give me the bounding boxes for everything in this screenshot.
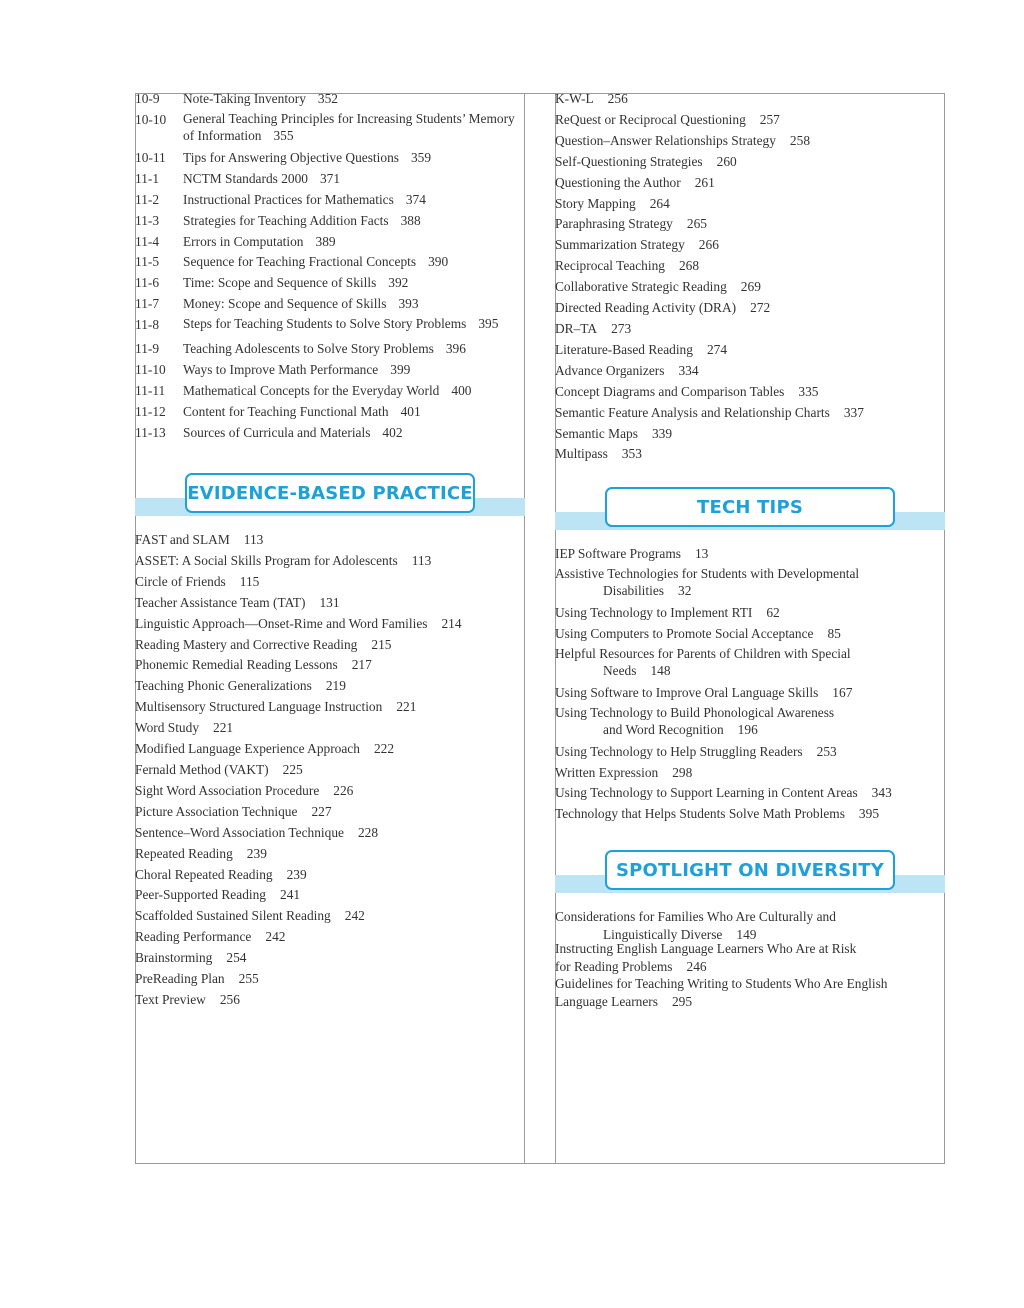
- entry-page: 62: [766, 604, 780, 620]
- list-entry: [555, 152, 945, 173]
- entry-title: Written Expression: [555, 764, 659, 780]
- entry-title: Story Mapping: [555, 195, 636, 211]
- numbered-entry: [135, 402, 525, 423]
- list-entry: [555, 214, 945, 235]
- entry-title: Summarization Strategy: [555, 237, 685, 253]
- entry-page: 343: [871, 785, 892, 801]
- entry-number: 11-8: [135, 317, 160, 333]
- entry-title: DR–TA: [555, 320, 598, 336]
- entry-title: Fernald Method (VAKT): [135, 761, 269, 777]
- entry-title: Semantic Feature Analysis and Relationship Charts: [555, 404, 830, 420]
- entry-title: Using Technology to Support Learning in Content Areas: [555, 785, 858, 801]
- tech-tip-entry: [555, 704, 945, 739]
- entry-title: Reciprocal Teaching: [555, 258, 665, 274]
- entry-text-wrap: [183, 110, 525, 145]
- list-entry: [555, 403, 945, 424]
- entry-page: 241: [280, 887, 301, 903]
- entry-page: 167: [832, 684, 853, 700]
- entry-page: 239: [286, 866, 307, 882]
- entry-number: 11-11: [135, 382, 166, 398]
- diversity-entry: [555, 975, 945, 1010]
- entry-title: Scaffolded Sustained Silent Reading: [135, 908, 331, 924]
- tech-tips-list: [555, 544, 945, 825]
- entry-page: 395: [478, 316, 499, 332]
- list-entry: [555, 340, 945, 361]
- numbered-entry: [135, 360, 525, 381]
- entry-page: 396: [445, 341, 466, 357]
- entry-page: 261: [694, 174, 715, 190]
- list-entry: [135, 572, 525, 593]
- entry-title: Modified Language Experience Approach: [135, 741, 360, 757]
- tech-tip-entry: [555, 565, 945, 600]
- entry-title: Picture Association Technique: [135, 803, 298, 819]
- entry-page: 221: [213, 720, 234, 736]
- gutter-top-rule: [525, 93, 555, 94]
- entry-page: 393: [398, 296, 419, 312]
- list-entry: [135, 802, 525, 823]
- numbered-entry: [135, 273, 525, 294]
- tech-tip-entry: [555, 783, 945, 804]
- entry-title: Using Computers to Promote Social Acceptance: [555, 625, 814, 641]
- entry-text-wrap: [183, 294, 525, 315]
- entry-title: Literature-Based Reading: [555, 341, 693, 357]
- entry-page: 401: [400, 403, 421, 419]
- entry-text-wrap: [183, 190, 525, 211]
- entry-page: 335: [798, 383, 819, 399]
- diversity-entry: [555, 940, 945, 975]
- entry-title: General Teaching Principles for Increasing Students’ Memory of Information: [183, 110, 515, 144]
- list-entry: [555, 444, 945, 465]
- entry-text-wrap: [183, 169, 525, 190]
- entry-title: Tips for Answering Objective Questions: [183, 149, 399, 165]
- entry-number: 10-11: [135, 149, 166, 165]
- entry-text-wrap: [183, 360, 525, 381]
- entry-number: 11-10: [135, 361, 166, 377]
- section-title: EVIDENCE-BASED PRACTICE: [185, 473, 475, 513]
- entry-title: Technology that Helps Students Solve Math Problems: [555, 806, 845, 822]
- entry-page: 246: [686, 958, 707, 974]
- entry-page: 359: [410, 149, 432, 165]
- entry-page: 149: [736, 926, 757, 942]
- entry-page: 339: [651, 425, 673, 441]
- entry-title: Teaching Phonic Generalizations: [135, 678, 312, 694]
- entry-title: Linguistic Approach—Onset-Rime and Word Families: [135, 615, 428, 631]
- entry-title: Money: Scope and Sequence of Skills: [183, 296, 387, 312]
- entry-line: [555, 940, 945, 958]
- entry-title: Questioning the Author: [555, 174, 681, 190]
- list-entry: [135, 781, 525, 802]
- entry-line: [555, 958, 945, 976]
- tech-tip-entry: [555, 763, 945, 784]
- entry-page: 227: [311, 803, 332, 819]
- entry-title: Helpful Resources for Parents of Children with Special: [555, 645, 851, 661]
- evidence-based-practice-header: [135, 473, 525, 515]
- list-entry: [555, 89, 945, 110]
- entry-page: 255: [238, 971, 259, 987]
- section-title: SPOTLIGHT ON DIVERSITY: [605, 850, 895, 890]
- entry-line: [555, 662, 945, 680]
- entry-page: 219: [325, 678, 346, 694]
- entry-page: 214: [441, 615, 462, 631]
- entry-page: 337: [843, 404, 864, 420]
- entry-page: 298: [672, 764, 693, 780]
- gutter-bottom-rule: [525, 1163, 555, 1164]
- entry-number: 11-9: [135, 341, 160, 357]
- entry-page: 274: [706, 341, 728, 357]
- entry-title: Instructional Practices for Mathematics: [183, 191, 394, 207]
- entry-number: 11-5: [135, 254, 160, 270]
- list-entry: [135, 948, 525, 969]
- entry-page: 265: [686, 216, 707, 232]
- entry-title: Sources of Curricula and Materials: [183, 424, 371, 440]
- entry-page: 113: [411, 552, 432, 568]
- entry-page: 399: [390, 361, 411, 377]
- numbered-entry: [135, 252, 525, 273]
- entry-title-continued: and Word Recognition: [603, 722, 724, 738]
- entry-title: NCTM Standards 2000: [183, 170, 308, 186]
- numbered-entry: [135, 148, 525, 169]
- entry-title: Peer-Supported Reading: [135, 887, 267, 903]
- entry-title: Teacher Assistance Team (TAT): [135, 594, 306, 610]
- spotlight-on-diversity-list: [555, 908, 945, 1010]
- list-entry: [555, 131, 945, 152]
- list-entry: [135, 614, 525, 635]
- entry-title: Steps for Teaching Students to Solve Story Problems: [183, 316, 467, 332]
- entry-text-wrap: [183, 423, 525, 444]
- numbered-entry: [135, 381, 525, 402]
- entry-title: Semantic Maps: [555, 425, 638, 441]
- entry-title: ASSET: A Social Skills Program for Adolescents: [135, 552, 398, 568]
- entry-page: 196: [737, 722, 758, 738]
- entry-text-wrap: [183, 402, 525, 423]
- entry-title: Reading Mastery and Corrective Reading: [135, 636, 358, 652]
- list-entry: [555, 277, 945, 298]
- entry-title: Question–Answer Relationships Strategy: [555, 132, 776, 148]
- entry-page: 215: [371, 636, 392, 652]
- list-entry: [135, 635, 525, 656]
- list-entry: [135, 990, 525, 1011]
- entry-title: Circle of Friends: [135, 573, 226, 589]
- entry-number: 11-2: [135, 191, 160, 207]
- entry-page: 228: [357, 824, 379, 840]
- entry-title: Time: Scope and Sequence of Skills: [183, 275, 377, 291]
- entry-line: [555, 721, 945, 739]
- entry-number: 10-10: [135, 111, 167, 127]
- entry-page: 242: [344, 908, 365, 924]
- entry-line: [555, 582, 945, 600]
- entry-line: [555, 565, 945, 583]
- entry-title: K-W-L: [555, 91, 594, 106]
- list-entry: [135, 739, 525, 760]
- entry-page: 256: [219, 991, 240, 1007]
- entry-page: 355: [273, 128, 294, 144]
- numbered-entry: [135, 315, 525, 336]
- tech-tip-entry: [555, 624, 945, 645]
- entry-page: 266: [698, 237, 719, 253]
- entry-title: PreReading Plan: [135, 971, 225, 987]
- entry-title: Word Study: [135, 720, 200, 736]
- entry-number: 11-3: [135, 212, 160, 228]
- entry-page: 85: [827, 625, 841, 641]
- entry-line: [555, 908, 945, 926]
- tech-tip-entry: [555, 804, 945, 825]
- entry-page: 226: [333, 782, 354, 798]
- entry-page: 352: [317, 91, 338, 106]
- diversity-entry: [555, 908, 945, 943]
- entry-page: 269: [740, 279, 761, 295]
- numbered-feature-list: [135, 89, 525, 444]
- tech-tip-entry: [555, 742, 945, 763]
- entry-text-wrap: [183, 232, 525, 253]
- entry-page: 371: [319, 170, 341, 186]
- entry-number: 11-4: [135, 233, 160, 249]
- entry-title: Strategies for Teaching Addition Facts: [183, 212, 389, 228]
- entry-page: 256: [607, 91, 628, 106]
- entry-line: [555, 993, 945, 1011]
- numbered-entry: [135, 232, 525, 253]
- entry-page: 258: [789, 132, 811, 148]
- entry-title: Using Technology to Implement RTI: [555, 604, 753, 620]
- entry-page: 242: [265, 929, 286, 945]
- entry-line: [555, 645, 945, 663]
- entry-title: Concept Diagrams and Comparison Tables: [555, 383, 785, 399]
- tech-tip-entry: [555, 645, 945, 680]
- list-entry: [135, 718, 525, 739]
- entry-page: 221: [396, 699, 417, 715]
- entry-line: [555, 704, 945, 722]
- list-entry: [555, 110, 945, 131]
- entry-title-continued: Needs: [603, 663, 637, 679]
- entry-title: Phonemic Remedial Reading Lessons: [135, 657, 338, 673]
- entry-title: Teaching Adolescents to Solve Story Problems: [183, 341, 434, 357]
- entry-page: 402: [382, 424, 403, 440]
- list-entry: [555, 173, 945, 194]
- entry-title: Instructing English Language Learners Who Are at Risk: [555, 941, 857, 956]
- numbered-entry: [135, 169, 525, 190]
- entry-page: 395: [858, 806, 880, 822]
- entry-title: Choral Repeated Reading: [135, 866, 273, 882]
- numbered-entry: [135, 294, 525, 315]
- list-entry: [135, 655, 525, 676]
- tech-tip-entry: [555, 603, 945, 624]
- list-entry: [555, 424, 945, 445]
- list-entry: [135, 530, 525, 551]
- entry-title: Sentence–Word Association Technique: [135, 824, 344, 840]
- numbered-entry: [135, 339, 525, 360]
- entry-page: 148: [650, 663, 671, 679]
- entry-title-continued: for Reading Problems: [555, 958, 673, 974]
- entry-page: 353: [621, 446, 642, 462]
- entry-title: Advance Organizers: [555, 362, 665, 378]
- entry-page: 390: [428, 254, 449, 270]
- entry-number: 11-7: [135, 296, 160, 312]
- entry-page: 225: [282, 761, 303, 777]
- entry-title: Brainstorming: [135, 950, 213, 966]
- entry-page: 239: [246, 845, 267, 861]
- entry-number: 11-12: [135, 403, 166, 419]
- entry-page: 222: [373, 741, 395, 757]
- entry-page: 115: [239, 573, 260, 589]
- entry-page: 268: [678, 258, 700, 274]
- entry-text-wrap: [183, 381, 525, 402]
- list-entry: [555, 256, 945, 277]
- entry-page: 113: [243, 532, 264, 547]
- entry-number: 10-9: [135, 91, 160, 106]
- entry-title: Text Preview: [135, 991, 206, 1007]
- entry-page: 260: [716, 153, 737, 169]
- tech-tip-entry: [555, 683, 945, 704]
- entry-title: ReQuest or Reciprocal Questioning: [555, 111, 746, 127]
- entry-page: 389: [315, 233, 336, 249]
- entry-title: Sequence for Teaching Fractional Concepts: [183, 254, 417, 270]
- entry-title: Collaborative Strategic Reading: [555, 279, 727, 295]
- tech-tip-entry: [555, 544, 945, 565]
- entry-title: Using Technology to Build Phonological Awareness: [555, 704, 835, 720]
- list-entry: [555, 194, 945, 215]
- entry-title: Paraphrasing Strategy: [555, 216, 673, 232]
- numbered-entry: [135, 110, 525, 145]
- entry-page: 13: [694, 546, 709, 561]
- entry-title: Reading Performance: [135, 929, 252, 945]
- entry-title: Sight Word Association Procedure: [135, 782, 320, 798]
- entry-title: Using Technology to Help Struggling Readers: [555, 743, 803, 759]
- entry-title: Mathematical Concepts for the Everyday World: [183, 382, 440, 398]
- entry-page: 388: [400, 212, 421, 228]
- entry-title: Multipass: [555, 446, 608, 462]
- entry-page: 257: [759, 111, 780, 127]
- tech-tips-header: [555, 487, 945, 529]
- entry-page: 374: [405, 191, 426, 207]
- entry-title: Self-Questioning Strategies: [555, 153, 703, 169]
- list-entry: [135, 551, 525, 572]
- entry-page: 32: [678, 583, 692, 599]
- entry-number: 11-6: [135, 275, 160, 291]
- entry-title-continued: Disabilities: [603, 583, 664, 599]
- list-entry: [135, 969, 525, 990]
- list-entry: [135, 844, 525, 865]
- list-entry: [135, 760, 525, 781]
- entry-page: 400: [451, 382, 472, 398]
- list-entry: [135, 593, 525, 614]
- entry-text-wrap: [183, 148, 525, 169]
- entry-title: Using Software to Improve Oral Language Skills: [555, 684, 819, 700]
- entry-page: 273: [611, 320, 632, 336]
- entry-page: 254: [226, 950, 247, 966]
- entry-page: 217: [351, 657, 372, 673]
- entry-text-wrap: [183, 252, 525, 273]
- list-entry: [135, 865, 525, 886]
- entry-title: Multisensory Structured Language Instruction: [135, 699, 383, 715]
- section-title: TECH TIPS: [605, 487, 895, 527]
- entry-text-wrap: [183, 339, 525, 360]
- list-entry: [555, 235, 945, 256]
- list-entry: [135, 823, 525, 844]
- list-entry: [135, 906, 525, 927]
- entry-title: Repeated Reading: [135, 845, 233, 861]
- entry-title: Ways to Improve Math Performance: [183, 361, 379, 377]
- list-entry: [135, 676, 525, 697]
- entry-title: Directed Reading Activity (DRA): [555, 300, 737, 316]
- entry-line: [555, 975, 945, 993]
- entry-text-wrap: [183, 273, 525, 294]
- entry-text-wrap: [183, 89, 525, 110]
- numbered-entry: [135, 423, 525, 444]
- list-entry: [555, 361, 945, 382]
- entry-title: FAST and SLAM: [135, 532, 230, 547]
- entry-title-continued: Linguistically Diverse: [603, 926, 723, 942]
- continued-practice-list: [555, 89, 945, 465]
- entry-title: Guidelines for Teaching Writing to Students Who Are English: [555, 976, 888, 991]
- entry-page: 253: [816, 743, 837, 759]
- list-entry: [555, 298, 945, 319]
- list-entry: [135, 927, 525, 948]
- entry-page: 131: [319, 594, 340, 610]
- numbered-entry: [135, 89, 525, 110]
- entry-page: 295: [671, 993, 693, 1009]
- numbered-entry: [135, 190, 525, 211]
- entry-page: 334: [678, 362, 699, 378]
- list-entry: [555, 319, 945, 340]
- list-entry: [135, 885, 525, 906]
- entry-title: Assistive Technologies for Students with Developmental: [555, 565, 860, 581]
- entry-page: 264: [649, 195, 670, 211]
- entry-text-wrap: [183, 211, 525, 232]
- entry-page: 272: [750, 300, 771, 316]
- spotlight-on-diversity-header: [555, 850, 945, 892]
- entry-title: Considerations for Families Who Are Culturally and: [555, 909, 836, 924]
- entry-number: 11-1: [135, 170, 160, 186]
- entry-title-continued: Language Learners: [555, 993, 658, 1009]
- entry-title: Content for Teaching Functional Math: [183, 403, 389, 419]
- entry-title: Note-Taking Inventory: [183, 91, 306, 106]
- numbered-entry: [135, 211, 525, 232]
- list-entry: [135, 697, 525, 718]
- evidence-based-practice-list: [135, 530, 525, 1011]
- entry-title: IEP Software Programs: [555, 546, 681, 561]
- entry-page: 392: [388, 275, 409, 291]
- entry-title: Errors in Computation: [183, 233, 304, 249]
- list-entry: [555, 382, 945, 403]
- entry-number: 11-13: [135, 424, 166, 440]
- entry-text-wrap: [183, 315, 525, 336]
